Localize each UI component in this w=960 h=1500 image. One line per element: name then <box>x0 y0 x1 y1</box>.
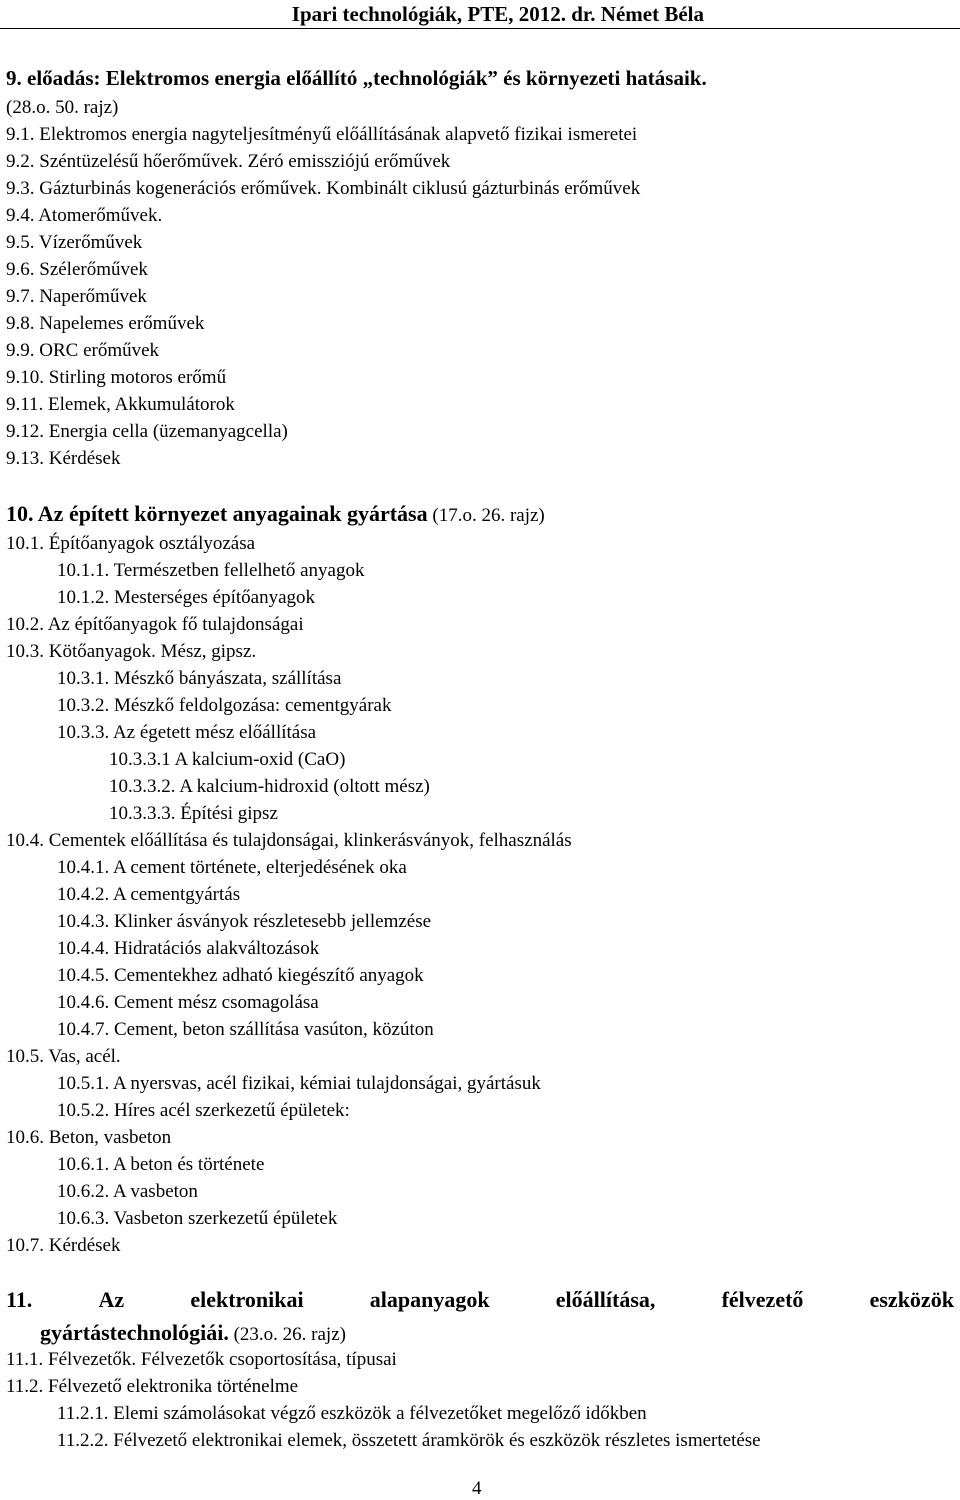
toc-item: 10.4.5. Cementekhez adható kiegészítő anyagok <box>57 965 424 986</box>
toc-item: 10.5. Vas, acél. <box>6 1046 121 1067</box>
page-number: 4 <box>472 1478 482 1499</box>
toc-item: 10.3.2. Mészkő feldolgozása: cementgyárak <box>57 695 392 716</box>
toc-item: 10.4. Cementek előállítása és tulajdonságai, klinkerásványok, felhasználás <box>6 830 572 851</box>
toc-item: 9.13. Kérdések <box>6 448 121 469</box>
toc-item: 10.3.3.1 A kalcium-oxid (CaO) <box>109 749 346 770</box>
toc-item: 9.3. Gázturbinás kogenerációs erőművek. Kombinált ciklusú gázturbinás erőművek <box>6 178 641 199</box>
toc-item: 10.3.3.3. Építési gipsz <box>109 803 278 824</box>
toc-item: 10.3.3.2. A kalcium-hidroxid (oltott mész) <box>109 776 430 797</box>
toc-item: 10.1.1. Természetben fellelhető anyagok <box>57 560 365 581</box>
toc-item: 10.6. Beton, vasbeton <box>6 1127 172 1148</box>
toc-item: 10.2. Az építőanyagok fő tulajdonságai <box>6 614 304 635</box>
toc-item: 9.4. Atomerőművek. <box>6 205 163 226</box>
heading-word: elektronikai <box>190 1287 304 1312</box>
toc-item: 9.9. ORC erőművek <box>6 340 160 361</box>
toc-item: 10.1.2. Mesterséges építőanyagok <box>57 587 316 608</box>
section-9-ref: (28.o. 50. rajz) <box>6 97 119 118</box>
toc-item: 10.4.3. Klinker ásványok részletesebb jellemzése <box>57 911 432 932</box>
toc-item: 11.2. Félvezető elektronika történelme <box>6 1376 299 1397</box>
section-9-heading: 9. előadás: Elektromos energia előállító „technológiák” és környezeti hatásaik. <box>6 66 707 90</box>
toc-item: 9.2. Széntüzelésű hőerőművek. Zéró emissziójú erőművek <box>6 151 451 172</box>
toc-item: 10.3.1. Mészkő bányászata, szállítása <box>57 668 342 689</box>
toc-item: 10.6.3. Vasbeton szerkezetű épületek <box>57 1208 338 1229</box>
toc-item: 10.5.1. A nyersvas, acél fizikai, kémiai tulajdonságai, gyártásuk <box>57 1073 541 1094</box>
toc-item: 9.6. Szélerőművek <box>6 259 148 280</box>
toc-item: 10.1. Építőanyagok osztályozása <box>6 533 256 554</box>
section-11-ref: (23.o. 26. rajz) <box>233 1324 346 1345</box>
heading-word: 11. <box>6 1287 33 1312</box>
toc-item: 11.2.1. Elemi számolásokat végző eszközök a félvezetőket megelőző időkben <box>57 1403 647 1424</box>
section-10-heading-line <box>6 502 545 528</box>
toc-item: 11.2.2. Félvezető elektronikai elemek, összetett áramkörök és eszközök részletes ismertetése <box>57 1430 761 1451</box>
toc-item: 9.10. Stirling motoros erőmű <box>6 367 227 388</box>
section-11-heading <box>6 1287 954 1313</box>
toc-item: 11.1. Félvezetők. Félvezetők csoportosítása, típusai <box>6 1349 397 1370</box>
toc-item: 10.3. Kötőanyagok. Mész, gipsz. <box>6 641 257 662</box>
toc-item: 9.8. Napelemes erőművek <box>6 313 205 334</box>
toc-item: 10.6.1. A beton és története <box>57 1154 265 1175</box>
toc-item: 10.6.2. A vasbeton <box>57 1181 198 1202</box>
page-header <box>0 0 960 29</box>
toc-item: 10.3.3. Az égetett mész előállítása <box>57 722 317 743</box>
toc-item: 9.5. Vízerőművek <box>6 232 143 253</box>
toc-item: 10.7. Kérdések <box>6 1235 121 1256</box>
heading-word: félvezető <box>721 1287 804 1312</box>
toc-item: 10.4.6. Cement mész csomagolása <box>57 992 319 1013</box>
heading-word: Az <box>98 1287 125 1312</box>
toc-item: 10.4.4. Hidratációs alakváltozások <box>57 938 320 959</box>
toc-item: 10.4.2. A cementgyártás <box>57 884 241 905</box>
heading-word: előállítása, <box>555 1287 656 1312</box>
toc-item: 10.5.2. Híres acél szerkezetű épületek: <box>57 1100 350 1121</box>
section-10-heading: 10. Az épített környezet anyagainak gyártása <box>6 501 428 526</box>
section-11-heading-cont: gyártástechnológiái. <box>40 1320 229 1345</box>
toc-item: 9.12. Energia cella (üzemanyagcella) <box>6 421 288 442</box>
heading-word: alapanyagok <box>369 1287 490 1312</box>
toc-item: 10.4.7. Cement, beton szállítása vasúton, közúton <box>57 1019 434 1040</box>
toc-item: 9.1. Elektromos energia nagyteljesítményű előállításának alapvető fizikai ismeretei <box>6 124 638 145</box>
toc-item: 10.4.1. A cement története, elterjedésének oka <box>57 857 407 878</box>
section-11-heading-line2 <box>40 1321 346 1347</box>
heading-word: eszközök <box>869 1287 954 1312</box>
toc-item: 9.11. Elemek, Akkumulátorok <box>6 394 235 415</box>
header-title: Ipari technológiák, PTE, 2012. dr. Német Béla <box>291 2 704 26</box>
section-10-ref: (17.o. 26. rajz) <box>432 505 545 526</box>
toc-item: 9.7. Naperőművek <box>6 286 147 307</box>
